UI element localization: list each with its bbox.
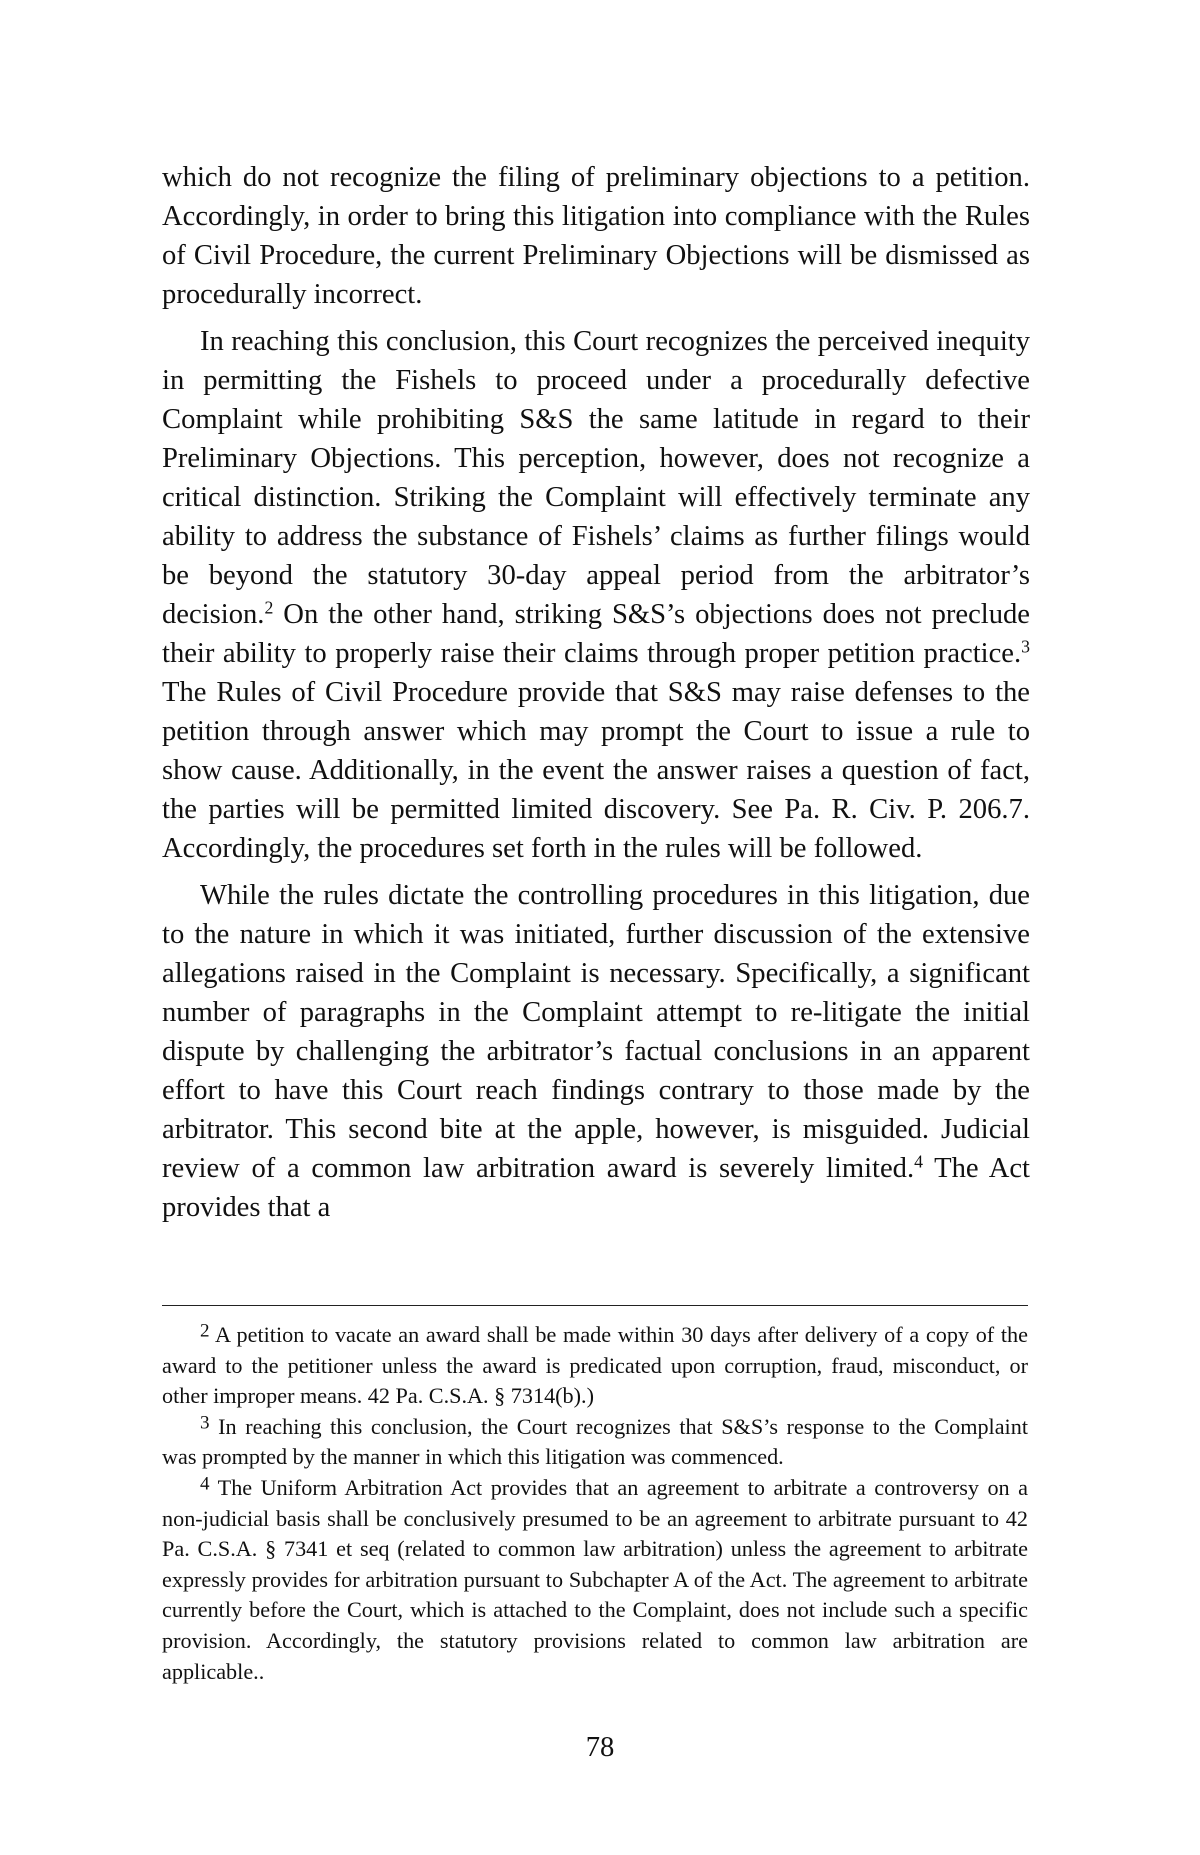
footnote-ref-2[interactable]: 2 <box>264 597 274 618</box>
footnote-ref-3[interactable]: 3 <box>1021 636 1030 657</box>
body-text <box>162 158 1030 1227</box>
paragraph-controlling-procedures <box>162 876 1030 1227</box>
footnote-text: A petition to vacate an award shall be made within 30 days after delivery of a copy of the award to the petitioner unless the award is predicated upon corruption, fraud, misconduct, or other improper means. 42 Pa. C.S.A. § 7314(b).) <box>162 1322 1028 1409</box>
paragraph-text: While the rules dictate the controlling procedures in this litigation, due to the nature in which it was initiated, further discussion of the extensive allegations raised in the Complaint is necessary. Specifically, a significant number of paragraphs in the Complaint attempt to re-litigate the initial dispute by challenging the arbitrator’s factual conclusions in an apparent effort to have this Court reach findings contrary to those made by the arbitrator. This second bite at the apple, however, is misguided. Judicial review of a common law arbitration award is severely limited. <box>162 880 1030 1184</box>
footnote-number: 3 <box>200 1412 210 1434</box>
paragraph-text: The Rules of Civil Procedure provide that S&S may raise defenses to the petition through answer which may prompt the Court to issue a rule to show cause. Additionally, in the event the answer raises a question of fact, the parties will be permitted limited discovery. See Pa. R. Civ. P. 206.7. Accordingly, the procedures set forth in the rules will be followed. <box>162 677 1030 864</box>
paragraph-text: In reaching this conclusion, this Court recognizes the perceived inequity in permitting the Fishels to proceed under a procedurally defective Complaint while prohibiting S&S the same latitude in regard to their Preliminary Objections. This perception, however, does not recognize a critical distinction. Striking the Complaint will effectively terminate any ability to address the substance of Fishels’ claims as further filings would be beyond the statutory 30-day appeal period from the arbitrator’s decision. <box>162 326 1030 630</box>
paragraph-text: which do not recognize the filing of preliminary objections to a petition. Accordingly, in order to bring this litigation into compliance with the Rules of Civil Procedure, the current Preliminary Objections will be dismissed as procedurally incorrect. <box>162 162 1030 310</box>
paragraph-text: On the other hand, striking S&S’s objections does not preclude their ability to properly raise their claims through proper petition practice. <box>162 599 1030 669</box>
paragraph-text: The Act provides that a <box>162 1153 1030 1223</box>
footnote-4 <box>162 1473 1028 1687</box>
footnote-text: In reaching this conclusion, the Court recognizes that S&S’s response to the Complaint was prompted by the manner in which this litigation was commenced. <box>162 1413 1028 1470</box>
footnote-number: 4 <box>200 1473 210 1495</box>
footnote-2 <box>162 1320 1028 1412</box>
footnote-3 <box>162 1412 1028 1473</box>
footnote-text: The Uniform Arbitration Act provides that an agreement to arbitrate a controversy on a non-judicial basis shall be conclusively presumed to be an agreement to arbitrate pursuant to 42 Pa. C.S.A. § 7341 et seq (related to common law arbitration) unless the agreement to arbitrate expressly provides for arbitration pursuant to Subchapter A of the Act. The agreement to arbitrate currently before the Court, which is attached to the Complaint, does not include such a specific provision. Accordingly, the statutory provisions related to common law arbitration are applicable.. <box>162 1474 1028 1684</box>
footnote-divider <box>162 1305 1028 1306</box>
paragraph-reaching-conclusion <box>162 322 1030 868</box>
page-number: 78 <box>585 1732 615 1763</box>
footnotes <box>162 1320 1028 1687</box>
footnote-number: 2 <box>200 1320 210 1342</box>
footnote-ref-4[interactable]: 4 <box>914 1151 923 1172</box>
paragraph-continuation <box>162 158 1030 314</box>
